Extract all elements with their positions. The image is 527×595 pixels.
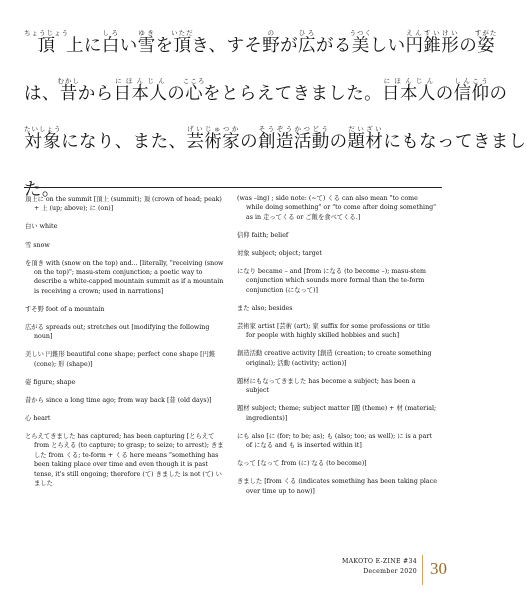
vocab-entry: とらえてきました has captured; has been capturing [とらえて from とらえる (to capture; to grasp; to seize; to arrest); きました from くる; te-form + くる here means "something has been taking place over time and even though it is past tense, it's still ongoing; therefore (て) きました is not (て) いました <box>25 432 224 488</box>
vocab-entry: 題材にもなってきました has become a subject; has been a subject <box>237 377 416 395</box>
furigana-word: 雪ゆき <box>137 29 156 56</box>
passage-text: の <box>240 132 258 152</box>
furigana-word: 円錐形えんすいけい <box>405 29 460 56</box>
vocab-entry: 対象 subject; object; target <box>237 249 323 257</box>
furigana-word: 日本人にほんじん <box>113 77 168 104</box>
furigana-word: 頂いただ <box>171 29 194 56</box>
passage-line <box>24 22 498 70</box>
footer-divider <box>422 555 423 585</box>
passage-text: が <box>280 36 299 56</box>
passage-text: がる <box>315 36 352 56</box>
section-divider <box>24 187 442 188</box>
furigana-word: 頂ちょうじょう <box>24 29 69 56</box>
passage-text: になり、また、 <box>61 132 187 152</box>
passage-text: の <box>459 36 478 56</box>
vocab-entry: になり became – and [from になる (to become –); masu-stem conjunction which sounds more formal than the te-form conjunction (になって)] <box>237 267 426 294</box>
passage-text: の <box>329 132 348 152</box>
vocab-entry: 美しい 円錐形 beautiful cone shape; perfect cone shape [円錐 (cone); 形 (shape)] <box>25 351 216 368</box>
passage-text: に <box>83 36 102 56</box>
passage-text: にもなってきまし <box>383 132 527 152</box>
furigana-word: 活動かつどう <box>293 125 330 152</box>
vocab-entry: なって [なって from (に) なる (to become)] <box>237 460 367 468</box>
vocab-entry: 広がる spreads out; stretches out [modifying the following noun] <box>25 323 210 341</box>
issue-date: December 2020 <box>363 567 417 575</box>
passage-line <box>24 70 508 118</box>
passage-text: から <box>77 84 114 104</box>
furigana-word: 野の <box>262 29 281 56</box>
furigana-word: 心こころ <box>182 77 206 104</box>
passage-text: しい <box>369 36 406 56</box>
vocabulary-column-right <box>237 195 437 505</box>
vocab-entry: 心 heart <box>25 414 51 422</box>
vocabulary-column-left <box>25 195 225 497</box>
vocab-entry: 雪 snow <box>25 241 50 249</box>
vocab-entry: 白い white <box>25 223 58 231</box>
magazine-info <box>300 557 417 576</box>
furigana-word: 美うつく <box>349 29 372 56</box>
passage-text: の <box>167 84 186 104</box>
passage-text: を <box>155 36 174 56</box>
furigana-word: 広ひろ <box>298 29 316 56</box>
passage-text: 上 <box>66 36 84 56</box>
vocab-entry: (was –ing) ; side note: (~て) くる can also mean "to come while doing something" or "to come after doing something" as in 走ってくる or ご飯を食べてくる.] <box>237 195 437 221</box>
vocab-entry: すそ野 foot of a mountain <box>25 305 105 313</box>
vocab-entry: 信仰 faith; belief <box>237 231 289 239</box>
vocab-entry: を頂き with (snow on the top) and... [literally, "receiving (snow on the top)"; masu-stem conjunction; a poetic way to describe a white-capped mountain summit as if a mountain is receiving a crown; used in narrations] <box>25 259 224 295</box>
magazine-issue: MAKOTO E-ZINE #34 <box>341 558 417 565</box>
passage-text: をとらえてきました。 <box>203 84 383 104</box>
vocab-entry: 昔から since a long time ago; from way back [昔 (old days)] <box>25 396 212 404</box>
furigana-word: 創造そうぞう <box>258 125 294 152</box>
furigana-word: 対象たいしょう <box>24 125 62 152</box>
vocab-entry: きました [from くる (indicates something has been taking place over time up to now)] <box>237 478 437 495</box>
furigana-word: 日本人にほんじん <box>382 77 436 104</box>
furigana-word: 信仰しんこう <box>453 77 490 104</box>
passage-text: た。 <box>24 180 60 200</box>
japanese-passage <box>24 22 527 200</box>
vocab-entry: 頂上に on the summit [頂上 (summit); 頂 (crown of head; peak) + 上 (up; above); に (on)] <box>25 196 222 213</box>
passage-text: の <box>435 84 454 104</box>
passage-line <box>24 118 527 166</box>
vocab-entry: また also; besides <box>237 304 293 312</box>
furigana-word: 芸術家げいじゅつか <box>186 125 241 152</box>
furigana-word: 題材だいざい <box>347 125 384 152</box>
furigana-word: 姿すがた <box>474 29 498 56</box>
passage-text: い <box>119 36 138 56</box>
passage-text: は、 <box>24 84 60 104</box>
passage-text: き、すそ <box>191 36 263 56</box>
vocab-entry: 題材 subject; theme; subject matter [題 (theme) + 材 (material; ingredients)] <box>237 405 437 422</box>
page-number: 30 <box>430 559 447 578</box>
vocab-entry: 姿 figure; shape <box>25 378 76 386</box>
vocab-entry: 創造活動 creative activity [創造 (creation; to create something original); 活動 (activity; action)] <box>237 350 432 367</box>
furigana-word: 白しろ <box>101 29 120 56</box>
vocab-entry: 芸術家 artist [芸術 (art); 家 suffix for some professions or title for people with highly skilled hobbies and such] <box>237 322 430 340</box>
vocab-entry: にも also [に (for; to be; as); も (also; too; as well); に is a part of になる and も is inserted within it] <box>237 432 432 450</box>
passage-text: の <box>489 84 508 104</box>
furigana-word: 昔むかし <box>57 77 81 104</box>
